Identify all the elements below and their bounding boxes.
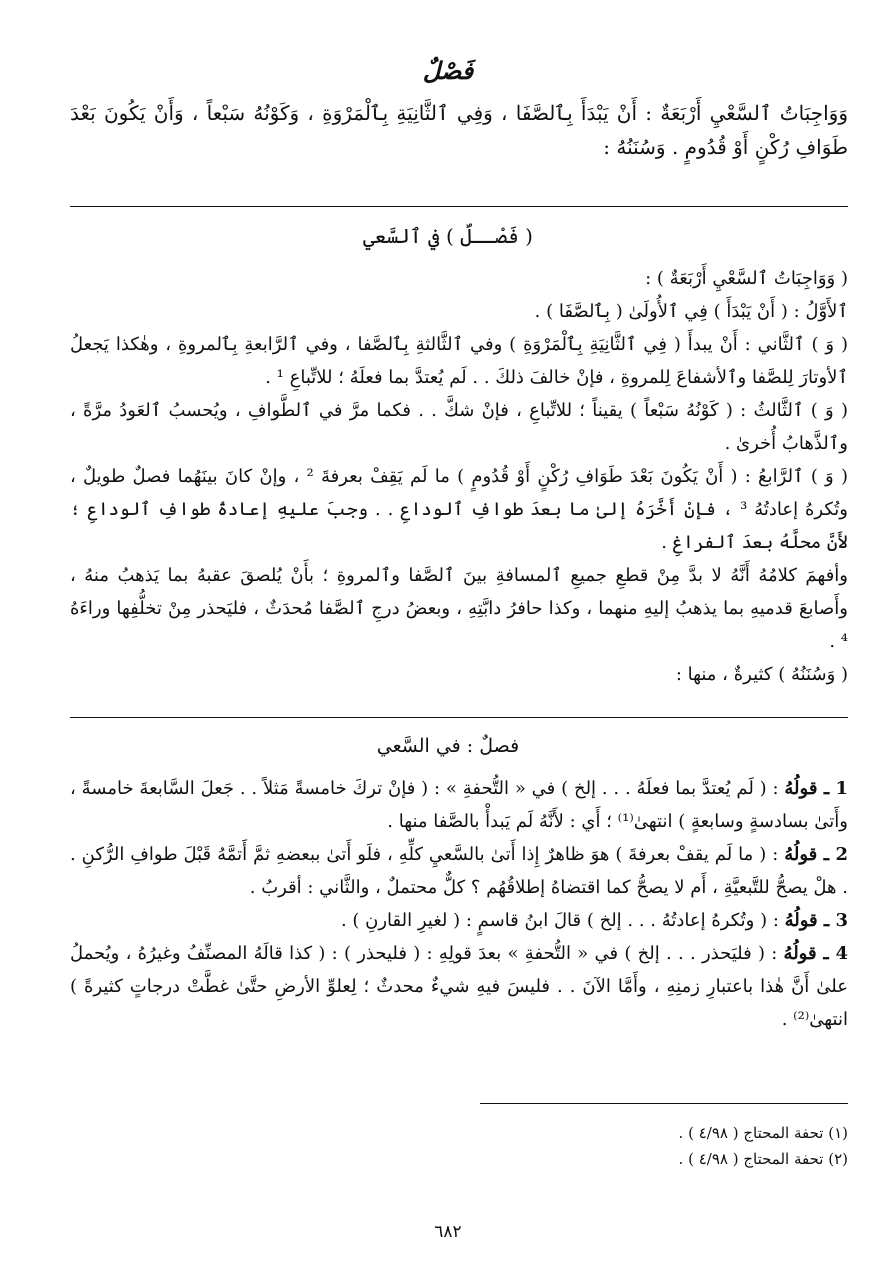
footnote: (٢) تحفة المحتاج ( ٤/٩٨ ) . — [678, 1150, 848, 1168]
hashiya-item — [70, 838, 848, 904]
hashiya-item — [70, 772, 848, 838]
chapter-heading: فَصْلٌ — [422, 56, 474, 85]
sharh-paragraph: ( وَوَاجِبَاتُ ٱلسَّعْيِ أَرْبَعَةٌ ) : — [645, 268, 848, 289]
matn-paragraph: وَوَاجِبَاتُ ٱلسَّعْيِ أَرْبَعَةٌ : أَنْ يَبْدَأَ بِٱلصَّفَا ، وَفِي ٱلثَّانِيَةِ بِٱلْمَرْوَةِ ، وَكَوْنُهُ سَبْعاً ، وَأَنْ يَكُونَ بَعْدَ طَوَافِ رُكْنٍ أَوْ قُدُومٍ . وَسُنَنُهُ : — [70, 101, 848, 159]
matn-text — [70, 96, 848, 164]
item-text: : ( وتُكرهُ إعادتُهُ . . . إلخ ) قالَ ابنُ قاسمٍ : ( لغيرِ القارنِ ) . — [340, 910, 785, 931]
sharh-paragraph: ٱلأَوَّلُ : ( أَنْ يَبْدَأَ ) فِي ٱلأُولَىٰ ( بِٱلصَّفَا ) . — [534, 301, 848, 322]
footnote-divider — [480, 1103, 848, 1104]
sharh-paragraph: ( وَ ) ٱلثَّالثُ : ( كَوْنُهُ سَبْعاً ) يقيناً ؛ للاتِّباعِ ، فإنْ شكَّ . . فكما مرَّ في ٱلطَّوافِ ، ويُحسبُ ٱلعَودُ مرَّةً ، وٱلذَّهابُ أُخرىٰ . — [70, 400, 848, 454]
item-number: 3 ـ قولُهُ — [784, 910, 848, 931]
hashiya-text — [70, 772, 848, 1036]
hashiya-title: فصلٌ : في السَّعي — [376, 735, 520, 757]
footnotes — [70, 1120, 848, 1172]
sharh-paragraph: وأفهمَ كلامُهُ أَنَّهُ لا بدَّ مِنْ قطعِ جميعِ ٱلمسافةِ بينَ ٱلصَّفا وٱلمروةِ ؛ بأَنْ يُلصقَ عقبهُ بما يَذهبُ منهُ ، وأَصابعَ قدميهِ بما يذهبُ إليهِ منهما ، وكذا حافرُ دابَّتِهِ ، وبعضُ درجِ ٱلصَّفا مُحدَثٌ ، فليَحذر مِنْ تخلُّفِها وراءَهُ ⁴ . — [70, 565, 848, 652]
section-title: ( فَصْــلٌ ) في ٱلسَّعي — [363, 224, 533, 248]
item-text: : ( لَم يُعتدَّ بما فعلَهُ . . . إلخ ) في « التُّحفةِ » : ( فإنْ تركَ خامسةً مَثلاً . . جَعلَ السَّابعةَ خامسةً ، وأَتىٰ بسادسةٍ وسابعةٍ ) انتهىٰ⁽¹⁾ ؛ أَي : لأَنَّهُ لَم يَبدأْ بالصَّفا منها . — [70, 778, 848, 832]
sharh-paragraph: ( وَسُنَنُهُ ) كثيرةٌ ، منها : — [675, 664, 848, 685]
item-number: 4 ـ قولُهُ — [783, 943, 848, 964]
page-number: ٦٨٢ — [434, 1222, 462, 1242]
sharh-paragraph: ( وَ ) ٱلرَّابعُ : ( أَنْ يَكُونَ بَعْدَ طَوَافِ رُكْنٍ أَوْ قُدُومٍ ) ما لَم يَقِفْ بعرفةَ ² ، وإنْ كانَ بينَهُما فصلٌ طويلٌ ، وتُكرهُ إعادتُهُ ³ ، فإنْ أَخَّرَهُ إلىٰ ما بعدَ طوافِ ٱلوداعِ . . وجبَ عليهِ إعادةُ طوافِ ٱلوداعِ ؛ لأَنَّ محلَّهُ بعدَ ٱلفراغِ . — [70, 466, 848, 553]
item-number: 1 ـ قولُهُ — [784, 778, 848, 799]
sharh-paragraph: ( وَ ) ٱلثَّاني : أَنْ يبدأَ ( فِي ٱلثَّانِيَةِ بِٱلْمَرْوَةِ ) وفي ٱلثَّالثةِ بِٱلصَّفا ، وفي ٱلرَّابعةِ بِٱلمروةِ ، وهٰكذا يَجعلُ ٱلأوتارَ لِلصَّفا وٱلأشفاعَ لِلمروةِ ، فإنْ خالفَ ذلكَ . . لَم يُعتدَّ بما فعلَهُ ؛ للاتِّباعِ ¹ . — [70, 334, 848, 388]
item-text: : ( فليَحذر . . . إلخ ) في « التُّحفةِ » بعدَ قولِهِ : ( فليحذر ) : ( كذا قالَهُ المصنِّفُ وغيرُهُ ، ويُحملُ علىٰ أَنَّ هٰذا باعتبارِ زمنِهِ ، وأَمَّا الآنَ . . فليسَ فيهِ شيءٌ محدثٌ ؛ لِعلوِّ الأرضِ حتَّىٰ غطَّتْ درجاتٍ كثيرةً ) انتهىٰ⁽²⁾ . — [70, 943, 848, 1030]
item-text: : ( ما لَم يقفْ بعرفةَ ) هوَ ظاهرٌ إِذا أَتىٰ بالسَّعيِ كلِّهِ ، فلَو أَتىٰ ببعضهِ ثمَّ أَتمَّهُ قَبْلَ طوافِ الرُّكنِ . . هلْ يصحُّ للتَّبعيَّةِ ، أَم لا يصحُّ كما اقتضاهُ إطلاقُهُم ؟ كلٌّ محتملٌ ، والثَّاني : أقربُ . — [70, 844, 848, 898]
footnote: (١) تحفة المحتاج ( ٤/٩٨ ) . — [678, 1124, 848, 1142]
section-divider — [70, 206, 848, 207]
hashiya-item — [70, 904, 848, 937]
sharh-text — [70, 262, 848, 691]
section-divider — [70, 717, 848, 718]
hashiya-item — [70, 937, 848, 1036]
item-number: 2 ـ قولُهُ — [784, 844, 848, 865]
